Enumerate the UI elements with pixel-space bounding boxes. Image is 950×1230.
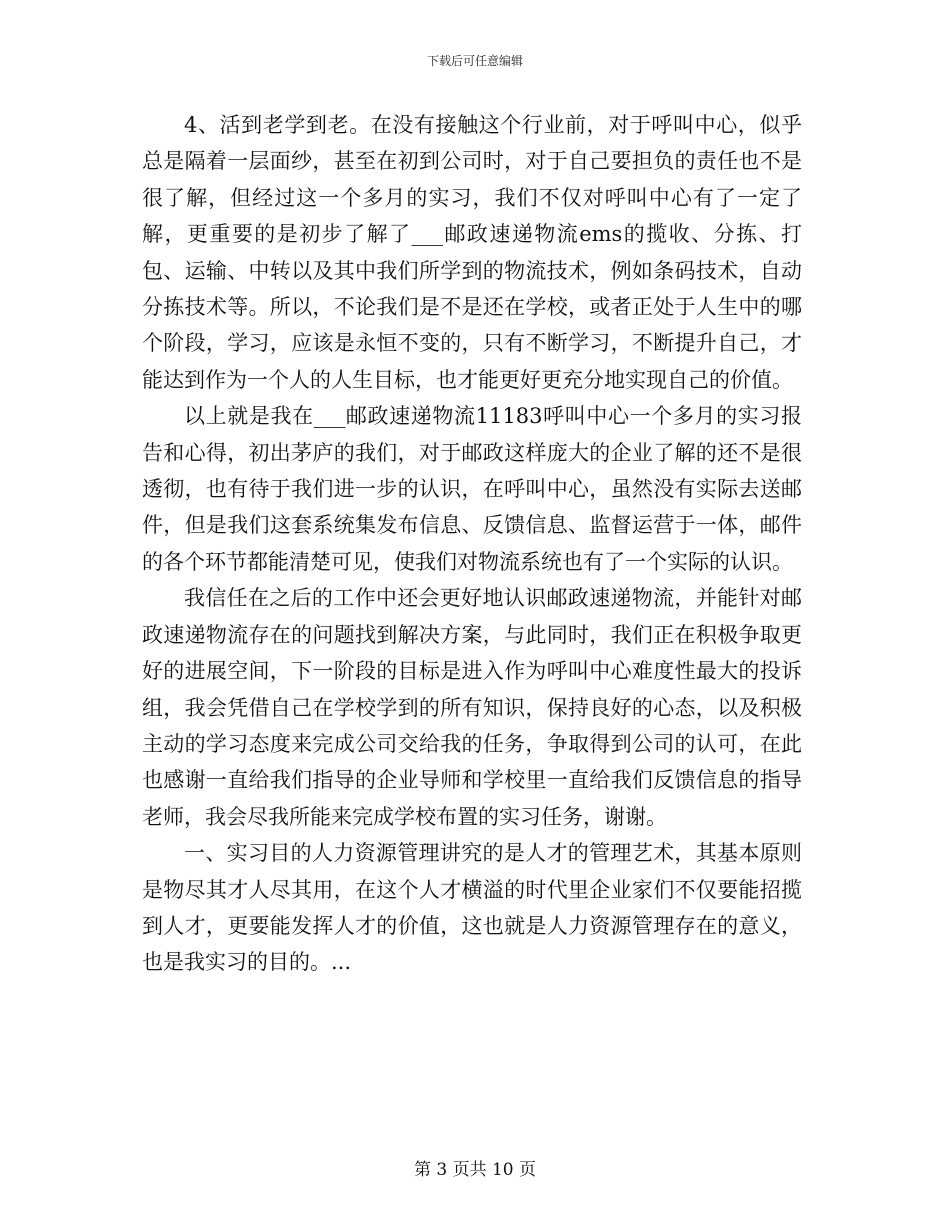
paragraph-4: 一、实习目的人力资源管理讲究的是人才的管理艺术，其基本原则是物尽其才人尽其用，在这个人才横溢的时代里企业家们不仅要能招揽到人才，更要能发挥人才的价值，这也就是人力资源管理存在的意义，也是我实习的目的。...: [142, 841, 802, 975]
paragraph-2: 以上就是我在___邮政速递物流11183呼叫中心一个多月的实习报告和心得，初出茅庐的我们，对于邮政这样庞大的企业了解的还不是很透彻，也有待于我们进一步的认识，在呼叫中心，虽然没有实际去送邮件，但是我们这套系统集发布信息、反馈信息、监督运营于一体，邮件的各个环节都能清楚可见，使我们对物流系统也有了一个实际的认识。: [142, 404, 802, 574]
page-footer: 第 3 页共 10 页: [413, 1160, 537, 1180]
document-body: [142, 107, 802, 981]
page-header: 下载后可任意编辑: [426, 54, 523, 68]
paragraph-1: 4、活到老学到老。在没有接触这个行业前，对于呼叫中心，似乎总是隔着一层面纱，甚至在初到公司时，对于自己要担负的责任也不是很了解，但经过这一个多月的实习，我们不仅对呼叫中心有了一定了解，更重要的是初步了解了___邮政速递物流ems的揽收、分拣、打包、运输、中转以及其中我们所学到的物流技术，例如条码技术，自动分拣技术等。所以，不论我们是不是还在学校，或者正处于人生中的哪个阶段，学习，应该是永恒不变的，只有不断学习，不断提升自己，才能达到作为一个人的人生目标，也才能更好更充分地实现自己的价值。: [142, 113, 802, 392]
paragraph-3: 我信任在之后的工作中还会更好地认识邮政速递物流，并能针对邮政速递物流存在的问题找到解决方案，与此同时，我们正在积极争取更好的进展空间，下一阶段的目标是进入作为呼叫中心难度性最大的投诉组，我会凭借自己在学校学到的所有知识，保持良好的心态，以及积极主动的学习态度来完成公司交给我的任务，争取得到公司的认可，在此也感谢一直给我们指导的企业导师和学校里一直给我们反馈信息的指导老师，我会尽我所能来完成学校布置的实习任务，谢谢。: [142, 586, 802, 829]
